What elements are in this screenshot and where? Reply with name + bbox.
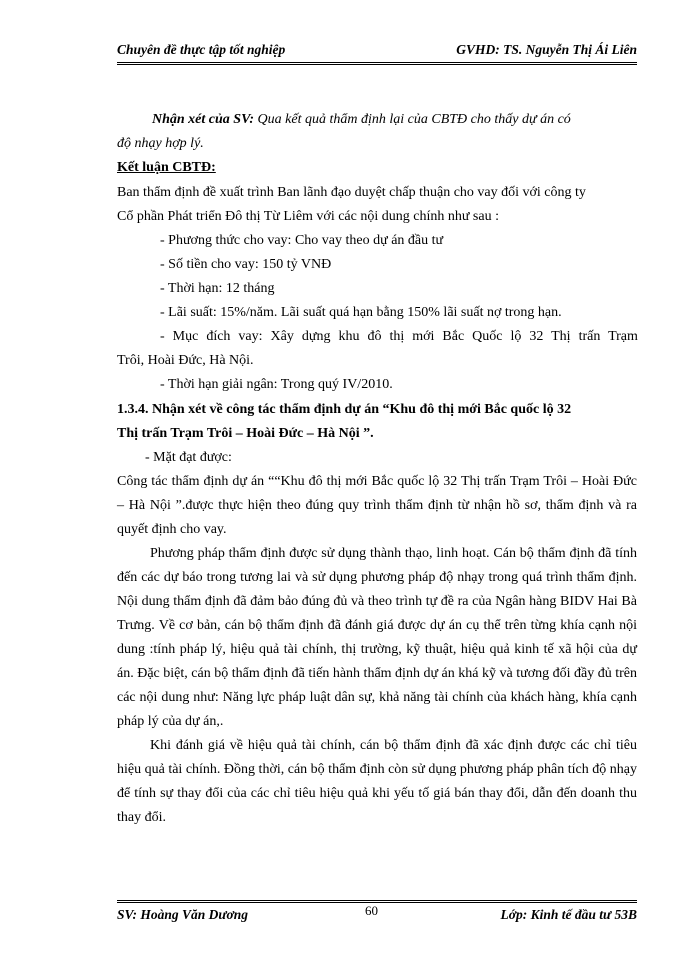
- loan-item-disbursement: - Thời hạn giải ngân: Trong quý IV/2010.: [160, 377, 393, 392]
- loan-item-purpose: - Mục đích vay: Xây dựng khu đô thị mới Bắc Quốc lộ 32 Thị trấn Trạm: [160, 329, 638, 344]
- loan-item-term: - Thời hạn: 12 tháng: [160, 281, 275, 296]
- loan-item-amount: - Số tiền cho vay: 150 tỷ VNĐ: [160, 257, 332, 272]
- mat-dat-duoc: - Mặt đạt được:: [145, 450, 232, 465]
- header-supervisor: GVHD: TS. Nguyễn Thị Ái Liên: [456, 42, 637, 57]
- nhan-xet-label: Nhận xét của SV:: [152, 112, 255, 127]
- section-heading-line-2: Thị trấn Trạm Trôi – Hoài Đức – Hà Nội ”.: [117, 426, 374, 441]
- loan-item-method: - Phương thức cho vay: Cho vay theo dự án đầu tư: [160, 233, 444, 248]
- page-footer: [117, 900, 637, 925]
- footer-student: SV: Hoàng Văn Dương: [117, 907, 248, 922]
- page-header: [117, 40, 637, 65]
- page-number: 60: [365, 903, 378, 918]
- footer-class: Lớp: Kinh tế đầu tư 53B: [500, 907, 637, 922]
- loan-item-purpose-cont: Trôi, Hoài Đức, Hà Nội.: [117, 353, 254, 368]
- paragraph-3: Khi đánh giá về hiệu quả tài chính, cán bộ thẩm định đã xác định được các chỉ tiêu hiệu quả tài chính. Đồng thời, cán bộ thẩm định còn sử dụng phương pháp phân tích độ nhạy để tính sự thay đổi của các chỉ tiêu hiệu quả khi yếu tố giá bán thay đổi, dẫn đến doanh thu thay đổi.: [117, 738, 637, 825]
- header-title: Chuyên đề thực tập tốt nghiệp: [117, 42, 286, 57]
- ket-luan-intro-1: Ban thẩm định đề xuất trình Ban lãnh đạo duyệt chấp thuận cho vay đối với công ty: [117, 185, 586, 200]
- paragraph-1: Công tác thẩm định dự án ““Khu đô thị mới Bắc quốc lộ 32 Thị trấn Trạm Trôi – Hoài Đức – Hà Nội ”.được thực hiện theo đúng quy trình thẩm định từ nhận hồ sơ, thẩm định và ra quyết định cho vay.: [117, 474, 637, 537]
- paragraph-2: Phương pháp thẩm định được sử dụng thành thạo, linh hoạt. Cán bộ thẩm định đã tính đến các dự báo trong tương lai và sử dụng phương pháp độ nhạy trong quá trình thẩm định. Nội dung thẩm định đã đảm bảo đúng đủ và theo trình tự đề ra của Ngân hàng BIDV Hai Bà Trưng. Về cơ bản, cán bộ thẩm định đã đánh giá được dự án cụ thể trên từng khía cạnh nội dung :tính pháp lý, hiệu quả tài chính, thị trường, kỹ thuật, hiệu quả kinh tế xã hội của dự án. Đặc biệt, cán bộ thẩm định đã tiến hành thẩm định dự án khá kỹ và tương đối đầy đủ trên các nội dung như: Năng lực pháp luật dân sự, khả năng tài chính của khách hàng, khía cạnh pháp lý của dự án,.: [117, 546, 637, 729]
- loan-item-interest: - Lãi suất: 15%/năm. Lãi suất quá hạn bằng 150% lãi suất nợ trong hạn.: [160, 305, 562, 320]
- section-heading-line-1: 1.3.4. Nhận xét về công tác thẩm định dự án “Khu đô thị mới Bắc quốc lộ 32: [117, 402, 572, 417]
- ket-luan-intro-2: Cổ phần Phát triển Đô thị Từ Liêm với các nội dung chính như sau :: [117, 209, 499, 224]
- nhan-xet-text-1: Qua kết quả thẩm định lại của CBTĐ cho thấy dự án có: [254, 112, 571, 127]
- nhan-xet-line-2: độ nhạy hợp lý.: [117, 136, 204, 151]
- ket-luan-heading: Kết luận CBTĐ:: [117, 160, 216, 175]
- nhan-xet-line-1: [152, 108, 571, 132]
